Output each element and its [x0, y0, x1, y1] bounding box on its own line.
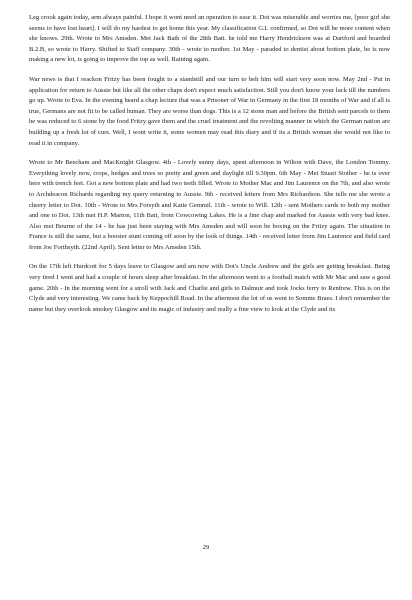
diary-paragraph: War news is that I reackon Fritzy has been fought to a standstill and our turn to belt him will start very soon now. May 2nd - Put in application for return to Aussie but like all the other chaps don't expect much satisfaction. Still you don't know your luck till the numbers go up. Wrote to Eva. In the evening heard a chap lecture that was a Prisoner of War in Germany in the first 18 months of War and if all is true, Germans are not fit to be called human. They are worse than dogs. This is a 12 stone man and before the British sent parcels to them he was reduced to 6 stone by the food Fritzy gave them and the cruel treatment and the revolting manner in which the German nation are building up a fresh lot of curs. Well, I wont write it, some women may read this diary and if its a British woman she would not like to read it in company. — [29, 75, 390, 147]
diary-paragraph: On the 17th left Hurdcott for 5 days leave to Glasgow and am now with Dot's Uncle Andrew and the girls are getting breakfast. Being very tired I went and had a couple of hours sleep after breakfast. In the afternoon went to a football match with Mr Mac and saw a good game. 20th - In the morning went for a stroll with Jack and Charlie and girls to Dalmuir and took Jocks ferry to Renfrew. This is on the Clyde and very interesting. We came back by Keppochill Road. In the afternoon the lot of us went to Somme Braes. I don't remember the name but they overlook smokey Glasgow and its magic of industry and really a fine view to look at the Clyde and its — [29, 263, 390, 313]
page-number: 29 — [202, 544, 210, 551]
diary-paragraph: Wrote to Mr Beecham and MacKnight Glasgow. 4th - Lovely sunny days, spent afternoon in Wilton with Dave, the London Tommy. Everything lovely now, crops, hedges and trees so pretty and green and daylight till 9.30pm. 6th May - Met Stuart Stother - he is over here with trench feet. Got a new bottom plate and had two teeth filled. Wrote to Mother Mac and Jim Laurence on the 7th, and also wrote to Archdeacon Richards regarding my query returning to Aussie. 9th - received letters from Mrs Richardson. She tells me she wrote a cheery letter to Dot. 10th - Wrote to Mrs Forsyth and Katie Gemmil. 11th - wrote to Will. 12th - sent Mothers cards to both my mother and one to Dot. 13th met H.P. Marton, 11th Batt, from Cowcowing Lakes. He is a fine chap and marked for Aussie with very bad knee. Also met Bourne of the 14 - he has just been staying with Mrs Amsden and will soon be boxing on the Fritzy again. The situation in France is still the same, but a booster stunt coming off soon by the look of things. 14th - received letter from Jim Laurence and field card from Joe Forthsyth. (22nd April). Sent letter to Mrs Amsden 15th. — [29, 159, 390, 251]
diary-paragraph: Leg crook again today, arm always painful. I hope it wont need an operation to ease it. Dot was miserable and worries me, [poor girl she seems to have lost heart]. I will do my hardest to get home this year. My classification G.I. confirmed, so Dot will be more content when she knows. 29th. Wrote to Mrs Amsden. Met Jack Bath of the 28th Batt. he told me Harry Hendrickson was at Dartford and boarded B.2.B, so wrote to Harry. Shifted to Staff company. 30th - wrote to mother. 1st May - paraded to dentist about bottom plate, he is now making a new lot, is going to improve the top as well. Raining again. — [29, 14, 390, 64]
